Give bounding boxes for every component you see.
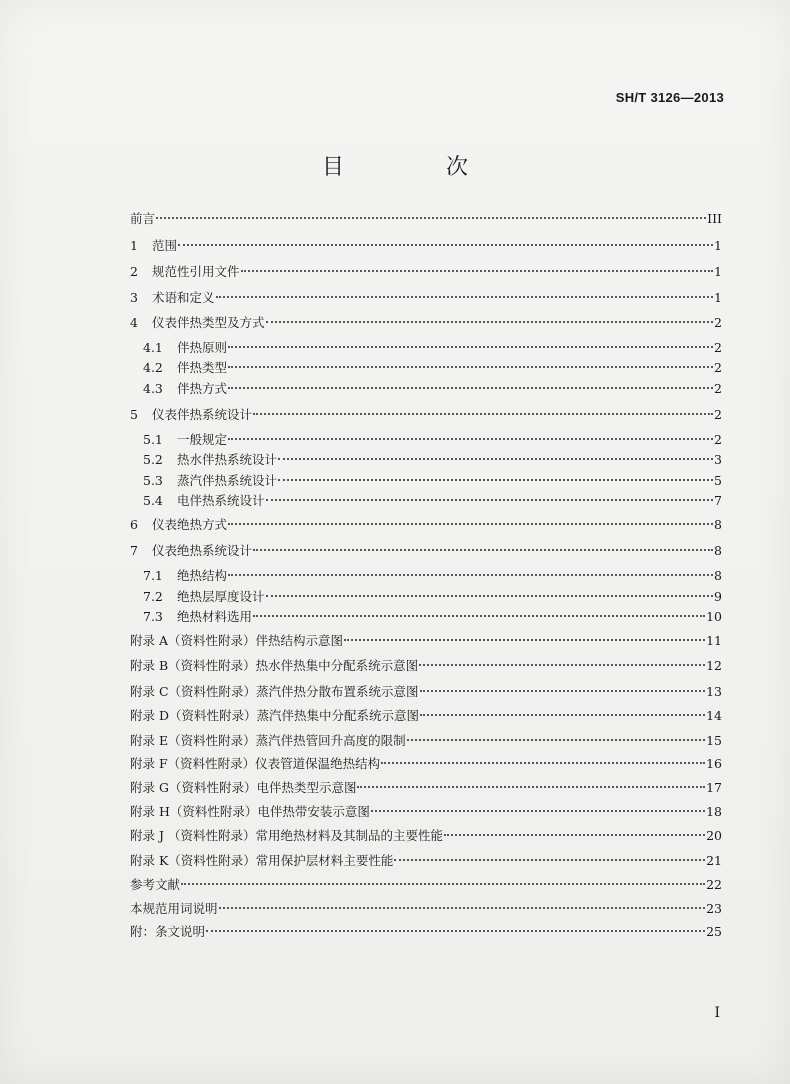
toc-entry[interactable] [130,517,722,533]
toc-leader-dots [228,438,713,440]
toc-entry-label: 前言 [130,211,156,226]
toc-entry-page: 17 [706,780,722,795]
toc-entry-page: 21 [706,853,722,868]
toc-leader-dots [228,387,713,389]
toc-leader-dots [394,859,705,861]
toc-leader-dots [228,366,713,368]
toc-entry[interactable] [130,708,722,724]
toc-leader-dots [371,810,705,812]
toc-entry-number: 4 [130,315,138,330]
toc-entry[interactable] [143,381,722,397]
toc-entry-label: 附录 K（资料性附录）常用保护层材料主要性能 [130,853,394,868]
toc-entry-page: 12 [706,658,722,673]
toc-entry-number: 4.3 [143,381,163,396]
toc-entry[interactable] [143,360,722,376]
toc-leader-dots [381,762,705,764]
toc-entry-label: 附：条文说明 [130,924,206,939]
toc-entry-label: 伴热类型 [177,360,228,375]
toc-leader-dots [357,786,705,788]
toc-entry-number: 7.3 [143,609,163,624]
toc-entry-page: 22 [706,877,722,892]
toc-entry-page: 8 [714,568,722,583]
toc-entry-page: 8 [714,517,722,532]
toc-entry-label: 附录 J （资料性附录）常用绝热材料及其制品的主要性能 [130,828,443,843]
toc-entry-page: 3 [714,452,722,467]
toc-entry-label: 绝热材料选用 [177,609,253,624]
toc-entry[interactable] [130,633,722,649]
toc-leader-dots [228,523,713,525]
toc-entry-label: 一般规定 [177,432,228,447]
toc-leader-dots [420,714,705,716]
toc-entry-label: 附录 B（资料性附录）热水伴热集中分配系统示意图 [130,658,419,673]
toc-leader-dots [228,574,713,576]
toc-entry-label: 附录 H（资料性附录）电伴热带安装示意图 [130,804,370,819]
toc-entry-label: 绝热结构 [177,568,228,583]
toc-entry[interactable] [130,804,722,820]
toc-entry-label: 附录 G（资料性附录）电伴热类型示意图 [130,780,357,795]
toc-leader-dots [253,549,713,551]
toc-entry-page: 20 [706,828,722,843]
toc-entry[interactable] [130,684,722,700]
toc-entry-page: 15 [706,733,722,748]
toc-entry-page: 2 [714,340,722,355]
toc-entry-label: 范围 [152,238,178,253]
toc-entry-label: 伴热方式 [177,381,228,396]
toc-entry-label: 热水伴热系统设计 [177,452,278,467]
toc-leader-dots [420,690,706,692]
toc-entry-page: 25 [706,924,722,939]
toc-entry-number: 2 [130,264,138,279]
toc-entry[interactable] [130,853,722,869]
toc-entry-page: 2 [714,381,722,396]
toc-entry-number: 7 [130,543,138,558]
toc-leader-dots [419,664,705,666]
toc-entry-page: 2 [714,315,722,330]
toc-entry[interactable] [130,407,722,423]
toc-entry-page: 7 [714,493,722,508]
toc-entry-label: 附录 D（资料性附录）蒸汽伴热集中分配系统示意图 [130,708,419,723]
toc-entry-page: 23 [706,901,722,916]
toc-leader-dots [278,479,713,481]
toc-entry-page: 2 [714,407,722,422]
toc-entry-number: 5.2 [143,452,163,467]
toc-leader-dots [178,244,713,246]
toc-entry[interactable] [130,290,722,306]
toc-entry-label: 仪表绝热系统设计 [152,543,253,558]
toc-entry-label: 仪表绝热方式 [152,517,228,532]
toc-leader-dots [444,834,705,836]
toc-entry-number: 5 [130,407,138,422]
toc-entry[interactable] [143,493,722,509]
toc-entry[interactable] [130,658,722,674]
toc-entry[interactable] [143,609,722,625]
toc-entry[interactable] [130,924,722,940]
toc-leader-dots [219,907,706,909]
toc-entry[interactable] [130,733,722,749]
toc-entry[interactable] [130,901,722,917]
toc-entry[interactable] [130,211,722,227]
page-folio: I [714,1005,720,1021]
toc-entry-number: 7.2 [143,589,163,604]
toc-entry-label: 附录 F（资料性附录）仪表管道保温绝热结构 [130,756,381,771]
toc-entry-number: 4.1 [143,340,163,355]
toc-entry[interactable] [143,340,722,356]
toc-entry-page: 2 [714,432,722,447]
toc-entry-page: 14 [706,708,722,723]
toc-entry[interactable] [130,264,722,280]
toc-entry-page: 1 [714,238,722,253]
toc-leader-dots [266,595,713,597]
toc-leader-dots [278,458,713,460]
toc-leader-dots [344,639,705,641]
toc-entry-page: 16 [706,756,722,771]
toc-entry-label: 附录 A（资料性附录）伴热结构示意图 [130,633,344,648]
toc-entry-label: 规范性引用文件 [152,264,240,279]
toc-leader-dots [156,217,706,219]
toc-entry-label: 蒸汽伴热系统设计 [177,473,278,488]
toc-entry[interactable] [143,473,722,489]
toc-entry-page: 9 [714,589,722,604]
toc-entry-label: 本规范用词说明 [130,901,218,916]
toc-leader-dots [266,499,713,501]
toc-leader-dots [228,346,713,348]
toc-leader-dots [216,296,713,298]
toc-entry-number: 6 [130,517,138,532]
toc-entry-number: 3 [130,290,138,305]
toc-entry[interactable] [130,780,722,796]
toc-entry-label: 术语和定义 [152,290,215,305]
page-title: 目 次 [321,155,508,180]
toc-entry-label: 参考文献 [130,877,181,892]
toc-entry-number: 4.2 [143,360,163,375]
toc-entry-page: 2 [714,360,722,375]
toc-entry-page: 1 [714,290,722,305]
toc-entry-page: 10 [706,609,722,624]
toc-leader-dots [206,930,705,932]
toc-entry[interactable] [130,756,722,772]
toc-entry-number: 5.1 [143,432,163,447]
toc-entry[interactable] [130,238,722,254]
toc-entry[interactable] [143,452,722,468]
standard-code: SH/T 3126—2013 [615,90,724,105]
toc-entry[interactable] [143,432,722,448]
toc-leader-dots [266,321,713,323]
toc-entry-label: 附录 E（资料性附录）蒸汽伴热管回升高度的限制 [130,733,406,748]
toc-entry[interactable] [130,543,722,559]
toc-entry[interactable] [130,877,722,893]
toc-entry-label: 附录 C（资料性附录）蒸汽伴热分散布置系统示意图 [130,684,419,699]
toc-entry-number: 5.4 [143,493,163,508]
toc-entry[interactable] [143,589,722,605]
toc-entry-page: 5 [714,473,722,488]
toc-entry-page: 8 [714,543,722,558]
toc-entry[interactable] [130,828,722,844]
toc-entry[interactable] [130,315,722,331]
toc-entry-number: 7.1 [143,568,163,583]
toc-leader-dots [253,413,713,415]
toc-entry-page: 1 [714,264,722,279]
toc-entry-label: 仪表伴热类型及方式 [152,315,265,330]
toc-entry-page: III [707,211,722,226]
toc-entry-label: 绝热层厚度设计 [177,589,265,604]
toc-entry-page: 13 [706,684,722,699]
toc-leader-dots [253,615,705,617]
toc-leader-dots [407,739,705,741]
toc-entry-number: 5.3 [143,473,163,488]
toc-entry-page: 11 [706,633,722,648]
toc-entry-label: 仪表伴热系统设计 [152,407,253,422]
toc-leader-dots [241,270,713,272]
toc-entry-number: 1 [130,238,138,253]
toc-entry[interactable] [143,568,722,584]
toc-entry-label: 伴热原则 [177,340,228,355]
toc-leader-dots [181,883,705,885]
toc-entry-page: 18 [706,804,722,819]
toc-entry-label: 电伴热系统设计 [177,493,265,508]
